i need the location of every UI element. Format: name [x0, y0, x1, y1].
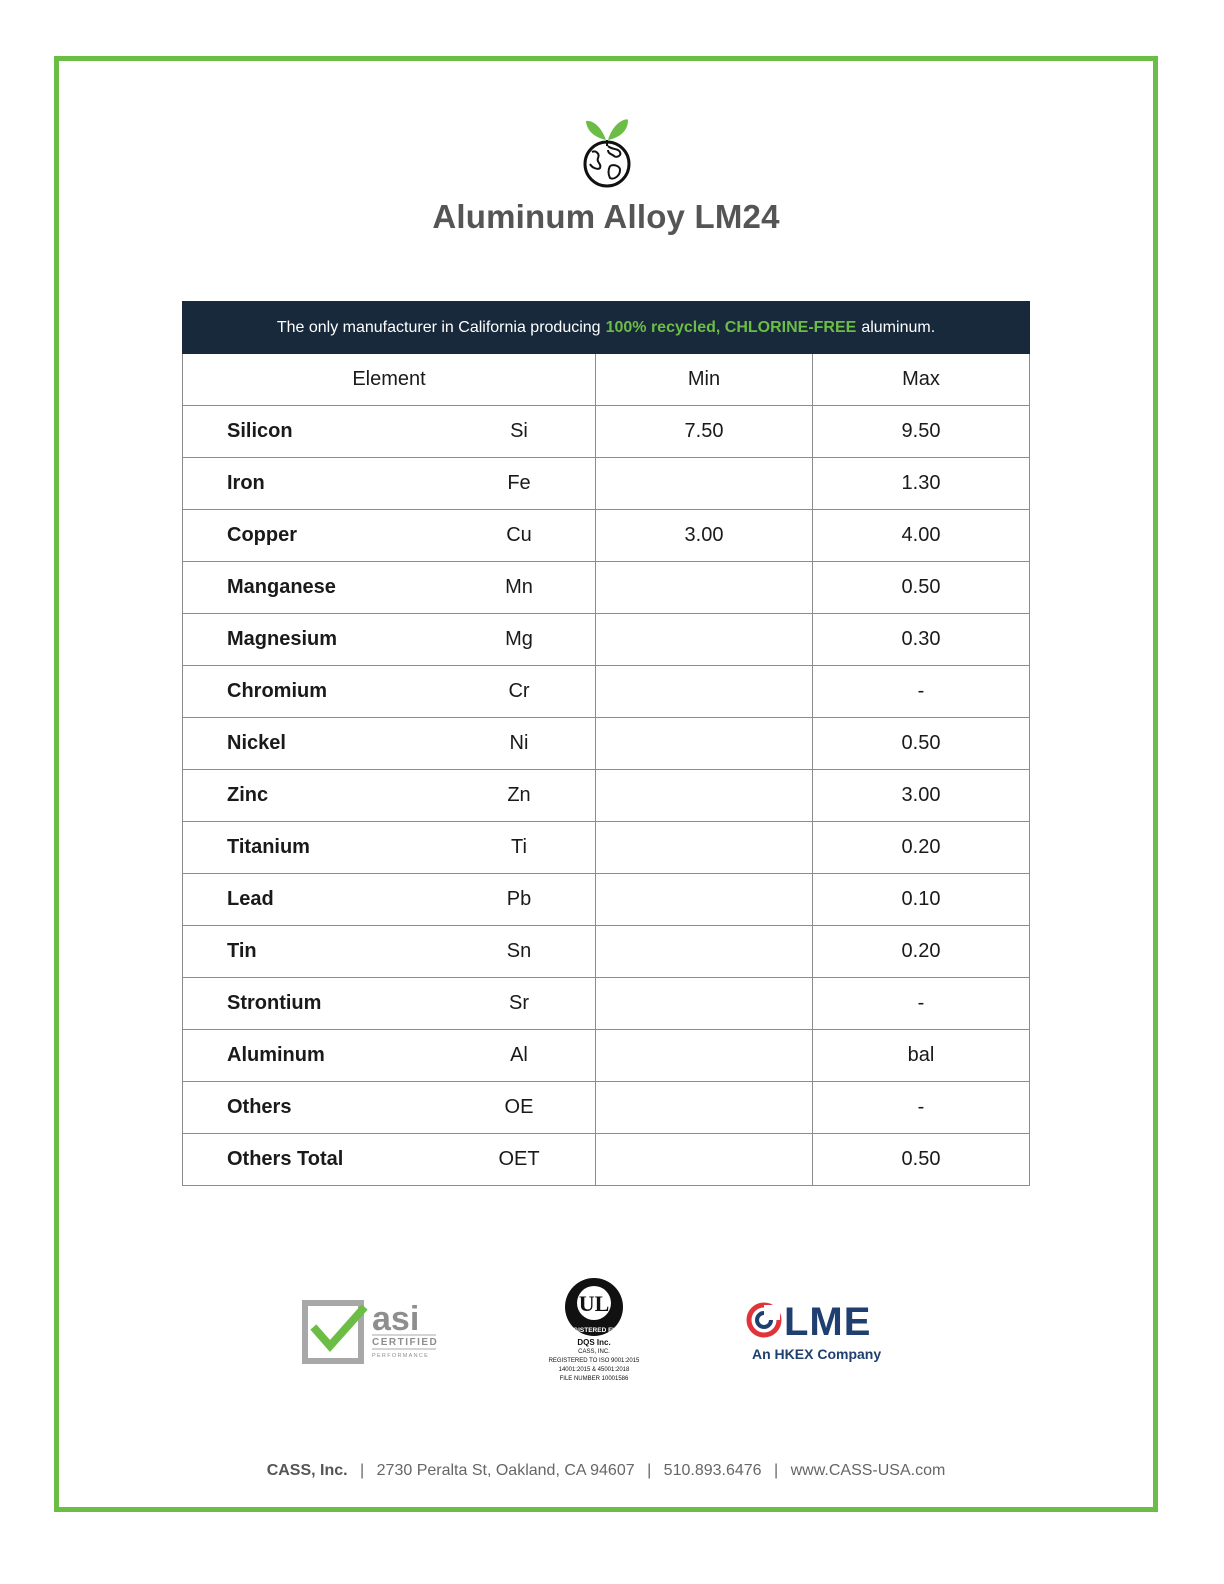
table-row [182, 770, 1030, 822]
element-name: Strontium [227, 992, 322, 1014]
element-name: Titanium [227, 836, 310, 858]
table-row [182, 562, 1030, 614]
element-name: Nickel [227, 732, 286, 754]
element-name: Iron [227, 472, 265, 494]
element-cell [183, 1082, 596, 1133]
max-value: bal [907, 1044, 935, 1066]
element-symbol: OE [504, 1096, 534, 1118]
element-symbol: Fe [507, 472, 531, 494]
element-symbol: Mg [505, 628, 533, 650]
footer-phone: 510.893.6476 [663, 1462, 762, 1479]
footer-website[interactable]: www.CASS-USA.com [790, 1462, 946, 1479]
min-value: 3.00 [596, 510, 813, 561]
element-name: Lead [227, 888, 274, 910]
asi-certified-logo [302, 1300, 438, 1366]
element-cell [183, 614, 596, 665]
header-max: Max [902, 368, 940, 390]
lme-tagline: An HKEX Company [752, 1346, 882, 1362]
footer-separator: | [774, 1462, 779, 1479]
element-name: Manganese [227, 576, 336, 598]
min-value [596, 562, 813, 613]
table-row [182, 510, 1030, 562]
lme-word: LME [784, 1300, 872, 1344]
table-row [182, 1082, 1030, 1134]
min-value [596, 874, 813, 925]
ul-line5: FILE NUMBER 10001586 [559, 1376, 629, 1382]
element-name: Zinc [227, 784, 269, 806]
max-value: 3.00 [901, 784, 941, 806]
table-row [182, 666, 1030, 718]
footer [0, 1462, 1212, 1480]
composition-table [182, 301, 1030, 1186]
element-symbol: Sr [509, 992, 529, 1014]
element-symbol: Pb [506, 888, 532, 910]
element-cell [183, 1134, 596, 1185]
header-min: Min [596, 354, 813, 405]
element-symbol: Zn [507, 784, 531, 806]
element-cell [183, 458, 596, 509]
element-name: Tin [227, 940, 257, 962]
table-row [182, 1134, 1030, 1186]
element-name: Aluminum [227, 1044, 325, 1066]
max-value: - [917, 680, 925, 702]
max-value: 4.00 [901, 524, 941, 546]
ul-line4: 14001:2015 & 45001:2018 [558, 1367, 630, 1373]
element-symbol: Mn [505, 576, 533, 598]
asi-performance: PERFORMANCE [372, 1353, 430, 1359]
min-value [596, 822, 813, 873]
element-cell [183, 822, 596, 873]
element-name: Copper [227, 524, 297, 546]
min-value [596, 458, 813, 509]
banner-prefix: The only manufacturer in California producing [276, 318, 601, 336]
min-value: 7.50 [596, 406, 813, 457]
earth-sprout-icon [578, 110, 636, 190]
element-cell [183, 926, 596, 977]
banner-suffix: aluminum. [861, 318, 936, 336]
min-value [596, 1030, 813, 1081]
footer-separator: | [360, 1462, 365, 1479]
element-cell [183, 718, 596, 769]
max-value: 0.20 [901, 940, 941, 962]
min-value [596, 1082, 813, 1133]
page-title: Aluminum Alloy LM24 [432, 198, 780, 235]
min-value [596, 770, 813, 821]
asi-word: asi [372, 1300, 420, 1338]
min-value [596, 1134, 813, 1185]
min-value [596, 718, 813, 769]
table-row [182, 1030, 1030, 1082]
footer-address: 2730 Peralta St, Oakland, CA 94607 [376, 1462, 635, 1479]
element-cell [183, 666, 596, 717]
max-value: 1.30 [901, 472, 941, 494]
table-row [182, 614, 1030, 666]
table-row [182, 874, 1030, 926]
element-name: Others Total [227, 1148, 344, 1170]
table-row [182, 822, 1030, 874]
element-symbol: Al [510, 1044, 528, 1066]
element-name: Silicon [227, 420, 293, 442]
element-symbol: Ti [511, 836, 527, 858]
max-value: 0.20 [901, 836, 941, 858]
element-symbol: Si [510, 420, 528, 442]
element-symbol: Cu [506, 524, 532, 546]
max-value: - [917, 992, 925, 1014]
element-name: Others [227, 1096, 292, 1118]
element-cell [183, 770, 596, 821]
min-value [596, 978, 813, 1029]
element-name: Chromium [227, 680, 327, 702]
lme-mark-icon [746, 1302, 782, 1342]
table-row [182, 718, 1030, 770]
table-row [182, 406, 1030, 458]
element-cell [183, 1030, 596, 1081]
table-row [182, 978, 1030, 1030]
element-symbol: Sn [506, 940, 532, 962]
max-value: 0.10 [901, 888, 941, 910]
element-cell [183, 978, 596, 1029]
max-value: 9.50 [901, 420, 941, 442]
max-value: 0.30 [901, 628, 941, 650]
table-banner [182, 301, 1030, 354]
ul-line3: REGISTERED TO ISO 9001:2015 [548, 1358, 640, 1364]
element-cell [183, 406, 596, 457]
ul-ring-text: REGISTERED FIRM [564, 1327, 624, 1334]
header-element: Element [183, 354, 596, 405]
element-symbol: Cr [508, 680, 530, 702]
max-value: 0.50 [901, 732, 941, 754]
footer-company: CASS, Inc. [266, 1462, 348, 1479]
ul-badge: UL [578, 1291, 610, 1316]
element-cell [183, 510, 596, 561]
banner-highlight: 100% recycled, CHLORINE-FREE [605, 318, 857, 336]
ul-registered-firm-logo [536, 1276, 652, 1390]
table-row [182, 926, 1030, 978]
element-symbol: Ni [509, 732, 529, 754]
max-value: 0.50 [901, 576, 941, 598]
max-value: - [917, 1096, 925, 1118]
element-symbol: OET [498, 1148, 540, 1170]
table-row [182, 458, 1030, 510]
footer-separator: | [647, 1462, 652, 1479]
min-value [596, 926, 813, 977]
table-header-row [182, 354, 1030, 406]
asi-certified: CERTIFIED [372, 1337, 438, 1348]
ul-line1: DQS Inc. [577, 1338, 611, 1347]
min-value [596, 666, 813, 717]
min-value [596, 614, 813, 665]
max-value: 0.50 [901, 1148, 941, 1170]
ul-line2: CASS, INC. [578, 1349, 610, 1355]
element-cell [183, 562, 596, 613]
element-name: Magnesium [227, 628, 338, 650]
element-cell [183, 874, 596, 925]
lme-logo [746, 1300, 888, 1364]
